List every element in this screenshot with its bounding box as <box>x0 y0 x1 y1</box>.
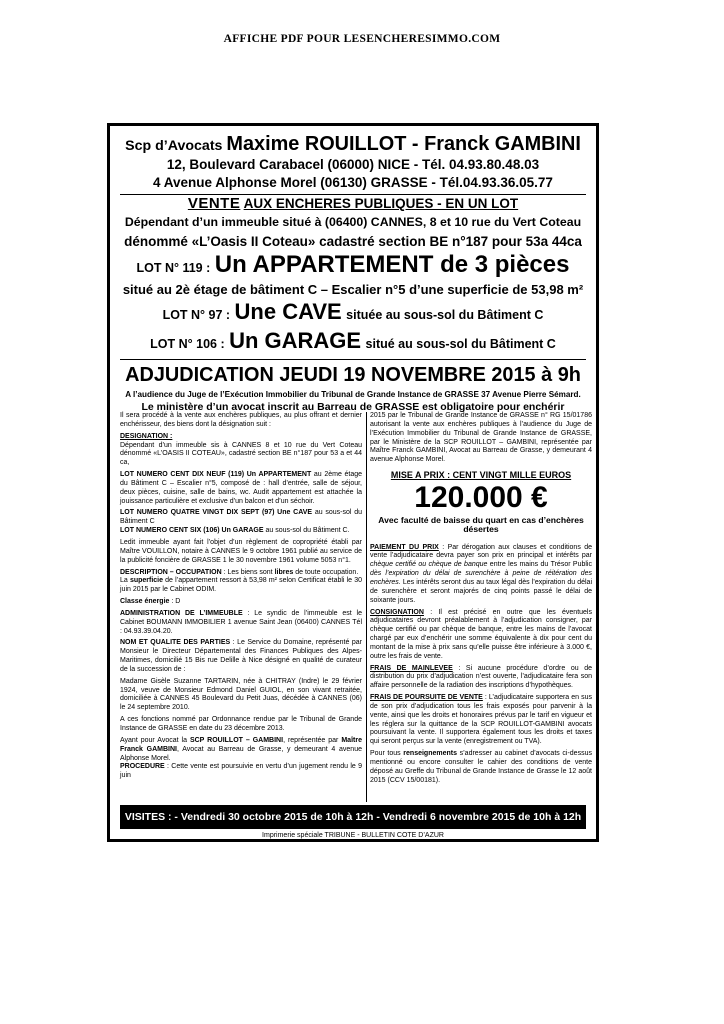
lot-106-title: LOT N° 106 : Un GARAGE situé au sous-sol du Bâtiment C <box>150 328 556 353</box>
lot-97-106-paragraph: LOT NUMERO QUATRE VINGT DIX SEPT (97) Une CAVE au sous-sol du Bâtiment C LOT NUMERO CENT SIX (106) Un GARAGE au sous-sol du Bâtiment C. <box>120 509 362 535</box>
left-column <box>120 412 362 802</box>
energy-class: Classe énergie : D <box>120 598 181 606</box>
occupation-paragraph: DESCRIPTION – OCCUPATION : Les biens sont libres de toute occupation. La superficie de l’appartement ressort à 53,98 m² selon Certificat établi le 30 juin 2015 par le Cabinet ODIM. <box>120 568 362 594</box>
firm-address-nice: 12, Boulevard Carabacel (06000) NICE - Tél. 04.93.80.48.03 <box>166 157 540 172</box>
lot-119-paragraph: LOT NUMERO CENT DIX NEUF (119) Un APPARTEMENT au 2ème étage du Bâtiment C – Escalier n°5, composé de : hall d’entrée, salle de séjour, deux pièces, cuisine, salle de bains, wc. Audit appartement est attachée la jouissance particulière et exclusive d’un balcon et d’un séchoir. <box>120 471 363 505</box>
ordonnance-paragraph: A ces fonctions nommé par Ordonnance rendue par le Tribunal de Grande Instance de GRASSE en date du 23 décembre 2013. <box>120 716 362 732</box>
firm-address-grasse: 4 Avenue Alphonse Morel (06130) GRASSE - Tél.04.93.36.05.77 <box>153 175 553 190</box>
auction-notice-frame <box>107 123 599 842</box>
property-cadastre: dénommé «L’Oasis II Coteau» cadastré section BE n°187 pour 53a 44ca <box>124 234 582 249</box>
mainlevee-paragraph: FRAIS DE MAINLEVEE : Si aucune procédure d’ordre ou de distribution du prix d’adjudication n’est ouverte, l’adjudicataire fera son affaire personnelle de la radiation des inscriptions d’hypothèques. <box>370 664 592 690</box>
adjudication-title: ADJUDICATION JEUDI 19 NOVEMBRE 2015 à 9h <box>125 364 581 386</box>
designation-paragraph: DESIGNATION : Dépendant d’un immeuble sis à CANNES 8 et 10 rue du Vert Coteau dénommé «L’OASIS II COTEAU», cadastré section BE n°187 pour 53 a et 44 ca, <box>120 432 362 467</box>
visits-banner: VISITES : - Vendredi 30 octobre 2015 de 10h à 12h - Vendredi 6 novembre 2015 de 10h à 12h <box>120 805 586 829</box>
firm-prefix: Scp d’Avocats <box>125 138 223 154</box>
divider <box>120 359 586 360</box>
right-column <box>370 412 592 802</box>
paiement-paragraph: PAIEMENT DU PRIX : Par dérogation aux clauses et conditions de vente l’adjudicataire devra payer son prix en principal et intérêts par chèque certifié ou chèque de banque entre les mains du Trésor Public dès l’expiration du délai de surenchère à peine de réitération des enchères. Les intérêts seront dus au taux légal dès l’expiration du délai de surenchère et seront majorés de cinq points passé le délai de soixante jours. <box>370 543 592 604</box>
starting-price: 120.000 € <box>414 480 548 514</box>
avocat-obligation: Le ministère d’un avocat inscrit au Barreau de GRASSE est obligatoire pour enchérir <box>141 401 565 413</box>
audience-info: A l’audience du Juge de l’Exécution Immobilier du Tribunal de Grande Instance de GRASSE 37 Avenue Pierre Sémard. <box>125 390 581 399</box>
mise-a-prix-label: MISE A PRIX : CENT VINGT MILLE EUROS <box>390 470 572 481</box>
printer-credit: Imprimerie spéciale TRIBUNE - BULLETIN COTE D’AZUR <box>262 832 444 839</box>
administration-paragraph: ADMINISTRATION DE L’IMMEUBLE : Le syndic de l’immeuble est le Cabinet BOUMANN IMMOBILIER 1 avenue Saint Jean (06400) CANNES Tél : 04.93.39.04.20. <box>120 609 362 635</box>
poursuite-paragraph: FRAIS DE POURSUITE DE VENTE : L’adjudicataire supportera en sus de son prix d’adjudication tous les frais exposés pour parvenir à la vente, ainsi que les droits et honoraires prévus par le tarif en vigueur et les réglera sur la quittance de la SCP ROUILLOT-GAMBINI avocats poursuivant la vente. Il supportera également tous les droits et taxes qui seront perçus sur la vente (enregistrement ou TVA). <box>370 694 592 746</box>
page-header-title: AFFICHE PDF POUR LESENCHERESIMMO.COM <box>223 33 501 45</box>
intro-paragraph: Il sera procédé à la vente aux enchères publiques, au plus offrant et dernier enchérisseur, des biens dont la désignation suit : <box>120 412 362 428</box>
procedure-continuation: 2015 par le Tribunal de Grande Instance de GRASSE n° RG 15/01786 autorisant la vente aux enchères publiques à l’audience du Juge de l’Exécution Immobilier du Tribunal de Grande Instance de GRASSE, par le Ministère de la SCP ROUILLOT – GAMBINI, représentée par Maître Franck GAMBINI, Avocat au Barreau de Grasse, y demeurant 4 avenue Alphonse Morel. <box>370 412 592 464</box>
property-location: Dépendant d’un immeuble situé à (06400) CANNES, 8 et 10 rue du Vert Coteau <box>124 215 582 229</box>
vente-rest: AUX ENCHERES PUBLIQUES - EN UN LOT <box>243 196 519 211</box>
parties-paragraph: NOM ET QUALITE DES PARTIES : Le Service du Domaine, représenté par Monsieur le Directeur Départemental des Finances Publiques des Alpes-Maritimes, domicilié 15 Bis rue Delille à Nice désigné en qualité de curateur de la succession de : <box>120 639 362 673</box>
vente-word: VENTE <box>187 195 241 212</box>
avocat-paragraph: Ayant pour Avocat la SCP ROUILLOT – GAMBINI, représentée par Maître Franck GAMBINI, Avocat au Barreau de Grasse, y demeurant 4 avenue Alphonse Morel. PROCEDURE : Cette vente est poursuivie en vertu d’un jugement rendu le 9 juin <box>120 736 363 780</box>
notice-content <box>120 130 592 839</box>
price-reduction-note: Avec faculté de baisse du quart en cas d’enchères désertes <box>378 514 584 534</box>
renseignements-paragraph: Pour tous renseignements s’adresser au cabinet d’avocats ci-dessus mentionné ou encore consulter le cahier des conditions de vente déposé au Greffe du Tribunal de Grande Instance de Grasse le 12 août 2015 (CCV 15/00181). <box>370 750 592 784</box>
column-divider <box>366 412 367 802</box>
lot-119-detail: situé au 2è étage de bâtiment C – Escalier n°5 d’une superficie de 53,98 m² <box>122 282 584 297</box>
body-columns <box>120 412 592 802</box>
deceased-paragraph: Madame Gisèle Suzanne TARTARIN, née à CHITRAY (Indre) le 29 février 1924, veuve de Monsieur Edmond Daniel GUIOL, en son vivant retraitée, domiciliée à CANNES 45 Boulevard du Petit Juas, décédée à CANNES (06) le 24 septembre 2010. <box>120 677 362 712</box>
sale-type-line <box>120 195 586 212</box>
lot-97-title: LOT N° 97 : Une CAVE située au sous-sol du Bâtiment C <box>162 299 544 324</box>
law-firm-header <box>120 134 586 156</box>
copropriete-paragraph: Ledit immeuble ayant fait l’objet d’un règlement de copropriété établi par Maître VOUILLON, notaire à CANNES le 9 octobre 1961 publié au service de la publicité foncière de GRASSE 1 le 30 novembre 1961 volume 5053 n°1. <box>120 538 362 564</box>
firm-names: Maxime ROUILLOT - Franck GAMBINI <box>226 133 581 155</box>
consignation-paragraph: CONSIGNATION : Il est précisé en outre que les éventuels adjudicataires devront préalablement à l’adjudication consigner, par chèque certifié ou par chèque de banque, entre les mains de l’avocat chargé par eux d’enchérir une somme équivalente à dix pour cent du montant de la mise à prix sans qu’elle puisse être inférieure à 3.000 €, outre les frais de vente. <box>370 608 592 660</box>
lot-119-title: LOT N° 119 : Un APPARTEMENT de 3 pièces <box>136 251 570 278</box>
